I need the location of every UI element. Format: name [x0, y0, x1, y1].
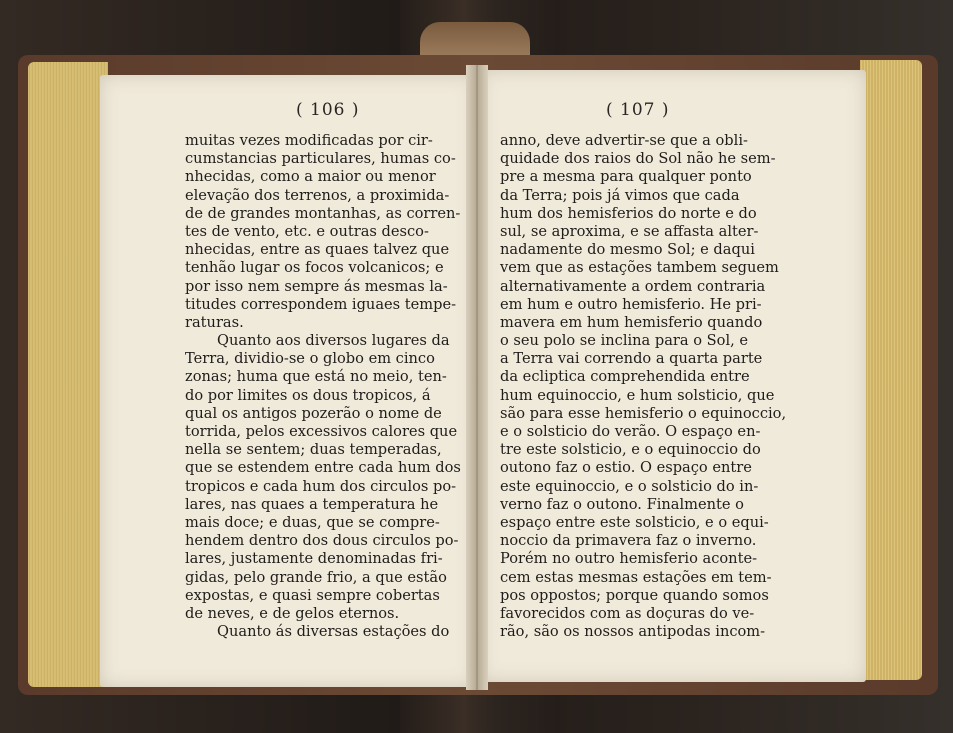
right-page-edges — [860, 60, 922, 680]
text-line: nadamente do mesmo Sol; e daqui — [500, 241, 755, 259]
left-page-edges — [28, 62, 108, 687]
text-line: da ecliptica comprehendida entre — [500, 368, 750, 386]
text-line: lares, nas quaes a temperatura he — [185, 495, 439, 513]
text-line: favorecidos com as doçuras do ve- — [500, 604, 755, 622]
text-line: e o solsticio do verão. O espaço en- — [500, 423, 761, 440]
text-line: sul, se aproxima, e se affasta alter- — [500, 222, 759, 240]
text-line: lares, justamente denominadas fri- — [185, 550, 443, 568]
text-line: raturas. — [185, 313, 244, 331]
text-line: Quanto ás diversas estações do — [217, 623, 450, 641]
text-line: de neves, e de gelos eternos. — [185, 604, 400, 622]
text-line: tropicos e cada hum dos circulos po- — [185, 477, 457, 495]
text-line: anno, deve advertir-se que a obli- — [500, 132, 748, 149]
text-line: nhecidas, entre as quaes talvez que — [185, 241, 450, 259]
text-line: elevação dos terrenos, a proximida- — [185, 186, 450, 204]
text-line: da Terra; pois já vimos que cada — [500, 186, 740, 204]
text-line: do por limites os dous tropicos, á — [185, 386, 431, 404]
text-line: zonas; huma que está no meio, ten- — [185, 368, 447, 386]
left-page-number: ( 106 ) — [296, 100, 360, 120]
text-line: alternativamente a ordem contraria — [500, 277, 766, 295]
text-line: Porém no outro hemisferio aconte- — [500, 550, 758, 568]
text-line: em hum e outro hemisferio. He pri- — [500, 295, 762, 313]
text-line: cumstancias particulares, humas co- — [185, 150, 456, 168]
text-line: Terra, dividio-se o globo em cinco — [185, 350, 435, 368]
right-page-text — [500, 132, 787, 641]
text-line: por isso nem sempre ás mesmas la- — [185, 277, 448, 295]
text-line: nhecidas, como a maior ou menor — [185, 168, 436, 186]
text-line: a Terra vai correndo a quarta parte — [500, 350, 763, 368]
text-line: torrida, pelos excessivos calores que — [185, 423, 458, 440]
text-line: tes de vento, etc. e outras desco- — [185, 222, 429, 240]
text-line: espaço entre este solsticio, e o equi- — [500, 513, 769, 531]
text-line: hum equinoccio, e hum solsticio, que — [500, 386, 775, 404]
text-line: Quanto aos diversos lugares da — [217, 332, 450, 350]
text-line: o seu polo se inclina para o Sol, e — [500, 332, 749, 350]
text-line: rão, são os nossos antipodas incom- — [500, 623, 766, 641]
text-line: verno faz o outono. Finalmente o — [500, 495, 744, 513]
text-line: de de grandes montanhas, as corren- — [185, 204, 461, 222]
text-line: cem estas mesmas estações em tem- — [500, 568, 772, 586]
text-line: titudes correspondem iguaes tempe- — [185, 295, 457, 313]
book-gutter — [466, 65, 488, 690]
text-line: hendem dentro dos dous circulos po- — [185, 532, 459, 550]
text-line: muitas vezes modificadas por cir- — [185, 132, 433, 149]
text-line: hum dos hemisferios do norte e do — [500, 204, 757, 222]
right-page-number: ( 107 ) — [606, 100, 670, 120]
text-line: são para esse hemisferio o equinoccio, — [500, 404, 787, 422]
text-line: outono faz o estio. O espaço entre — [500, 459, 752, 477]
text-line: qual os antigos pozerão o nome de — [185, 404, 442, 422]
text-line: gidas, pelo grande frio, a que estão — [185, 568, 447, 586]
text-line: noccio da primavera faz o inverno. — [500, 532, 757, 550]
text-line: vem que as estações tambem seguem — [500, 259, 779, 277]
text-line: expostas, e quasi sempre cobertas — [185, 586, 440, 604]
text-line: mais doce; e duas, que se compre- — [185, 513, 440, 531]
text-line: mavera em hum hemisferio quando — [500, 313, 763, 331]
text-line: este equinoccio, e o solsticio do in- — [500, 477, 759, 495]
text-line: que se estendem entre cada hum dos — [185, 459, 461, 477]
text-line: tre este solsticio, e o equinoccio do — [500, 441, 761, 459]
text-line: quidade dos raios do Sol não he sem- — [500, 150, 776, 168]
text-line: pos oppostos; porque quando somos — [500, 586, 769, 604]
text-line: pre a mesma para qualquer ponto — [500, 168, 752, 186]
text-line: tenhão lugar os focos volcanicos; e — [185, 259, 444, 277]
text-line: nella se sentem; duas temperadas, — [185, 441, 442, 459]
left-page-text — [185, 132, 465, 641]
